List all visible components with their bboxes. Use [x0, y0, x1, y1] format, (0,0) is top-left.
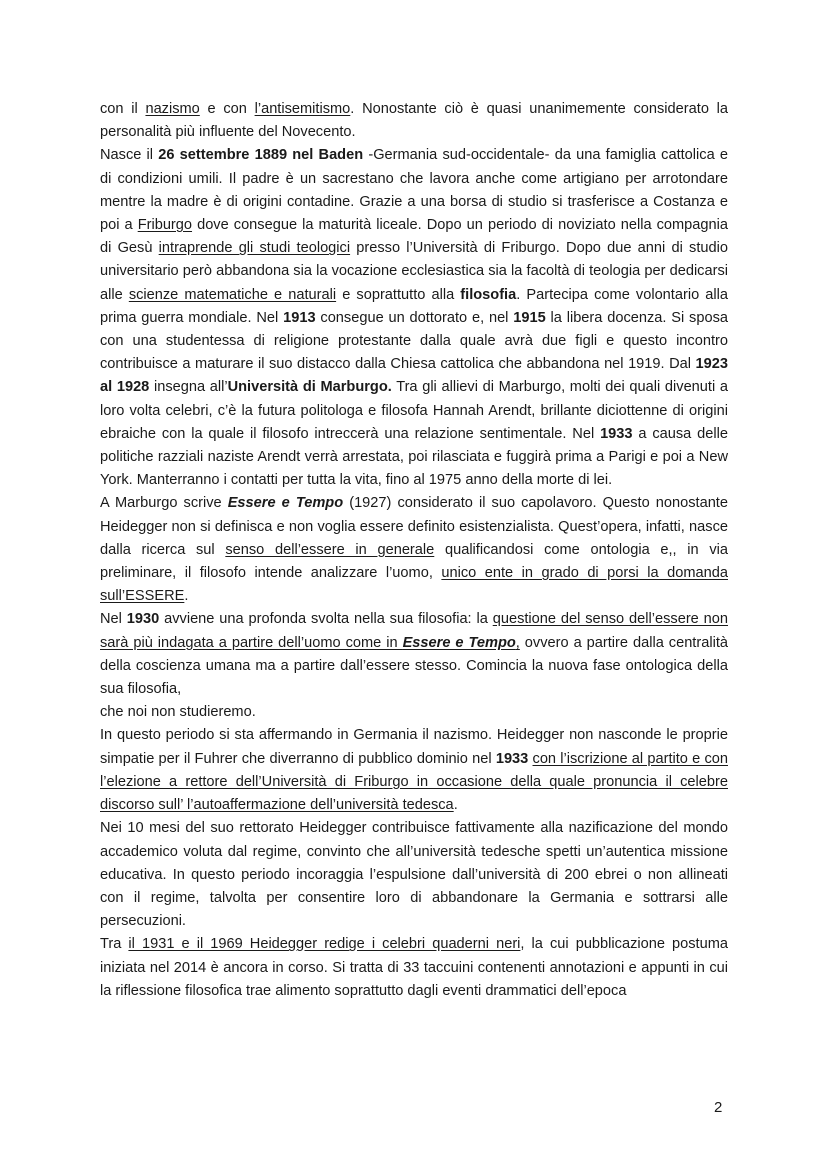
text-run: consegue un dottorato e, nel: [315, 309, 514, 326]
paragraph-essere-e-tempo: [100, 492, 728, 608]
paragraph-biography: [100, 144, 728, 492]
text-run: questione del senso dell’essere non sarà più indagata a partire dell’uomo come in: [100, 611, 729, 651]
text-run: Nel: [100, 611, 127, 628]
text-run: 26 settembre 1889 nel Baden: [158, 147, 364, 164]
text-run: e con: [199, 101, 255, 117]
text-run: Università di Marburgo.: [227, 379, 392, 396]
text-run: qualificandosi come ontologia e,, in via preliminare, il filosofo intende analizzare l’uomo,: [100, 541, 728, 582]
text-run: In questo periodo si sta affermando in Germania il nazismo. Heidegger non nasconde le proprie simpatie per il Fuhrer che diverranno di pubblico dominio nel: [100, 727, 728, 767]
text-run: scienze matematiche e naturali: [128, 286, 337, 303]
text-run: la libera docenza. Si sposa con una studentessa di religione protestante dalla quale avrà due figli e questo incontro contribuisce a maturare il suo distacco dalla Chiesa cattolica che abbandona nel 1919. Dal: [100, 309, 728, 373]
text-run: con l’iscrizione al partito e con l’elezione a rettore dell’Università di Friburgo in occasione della quale pronuncia il celebre discorso sull’ l’autoaffermazione dell’università tedesca: [100, 750, 728, 814]
text-run: (1927) considerato il suo capolavoro. Questo nonostante Heidegger non si definisca e non voglia essere definito esistenzialista. Quest’opera, infatti, nasce dalla ricerca sul: [100, 495, 728, 558]
page-body: [100, 98, 728, 1003]
text-run: .: [453, 797, 458, 814]
text-run: Nei 10 mesi del suo rettorato Heidegger contribuisce fattivamente alla nazificazione del mondo accademico voluta dal regime, convinto che all’università tedesche spetti un’autentica missione educativa. In questo periodo incoraggia l’espulsione dall’università di 200 ebrei o non allineati con il regime, talvolta per consentire loro di abbandonare la Germania e sottrarsi alle persecuzioni.: [100, 820, 728, 930]
text-run: insegna all’: [149, 379, 228, 396]
text-run: ,: [515, 634, 520, 651]
paragraph-nazismo: [100, 724, 728, 817]
text-run: 1933: [495, 750, 529, 767]
text-run: e soprattutto alla: [336, 286, 461, 303]
text-run: presso l’Università di Friburgo. Dopo due anni di studio universitario però abbandona sia la vocazione ecclesiastica sia la facoltà di teologia per dedicarsi alle: [100, 240, 728, 303]
text-run: senso dell’essere in generale: [225, 541, 435, 558]
text-run: a causa delle politiche razziali naziste Arendt verrà arrestata, poi rilasciata e fuggirà prima a Parigi e poi a New York. Manterranno i contatti per tutta la vita, fino al 1975 anno della morte di lei.: [100, 425, 728, 489]
text-run: Nasce il: [100, 147, 159, 164]
text-run: unico ente in grado di porsi la domanda sull’ESSERE: [100, 565, 728, 605]
page-number: 2: [714, 1099, 723, 1116]
text-run: 1913: [283, 309, 316, 326]
text-run: Friburgo: [137, 217, 193, 234]
text-run: Essere e Tempo: [227, 495, 344, 512]
text-run: -Germania sud-occidentale- da una famiglia cattolica e di condizioni umili. Il padre è un sacrestano che lavora anche come artigiano per arrotondare mentre la madre è di origini contadine. Grazie a una borsa di studio si trasferisce a Costanza e poi a: [100, 147, 729, 234]
text-run: 1915: [513, 309, 546, 326]
paragraph-svolta-1930: [100, 608, 728, 701]
text-run: con il: [100, 101, 146, 117]
text-run: dove consegue la maturità liceale. Dopo un periodo di noviziato nella compagnia di Gesù: [100, 217, 728, 257]
text-run: filosofia: [460, 286, 517, 303]
paragraph-non-studieremo: [100, 701, 728, 724]
text-run: Tra gli allievi di Marburgo, molti dei quali divenuti a loro volta celebri, c’è la futura politologa e filosofa Hannah Arendt, brillante diciottenne di origini ebraiche con la quale il filosofo intreccerà una relazione sentimentale. Nel: [100, 379, 728, 442]
text-run: intraprende gli studi teologici: [158, 240, 351, 257]
text-run: Essere e Tempo: [402, 634, 516, 651]
text-run: ovvero a partire dalla centralità della coscienza umana ma a partire dall’essere stesso. Comincia la nuova fase ontologica della sua filosofia,: [100, 634, 728, 698]
text-run: avviene una profonda svolta nella sua filosofia: la: [159, 611, 493, 628]
text-run: .: [184, 588, 189, 605]
paragraph-quaderni-neri: [100, 933, 728, 1003]
text-run: l’antisemitismo: [254, 101, 351, 117]
text-run: 1923 al 1928: [100, 356, 728, 396]
text-run: Tra: [100, 936, 129, 953]
text-run: , la cui pubblicazione postuma iniziata nel 2014 è ancora in corso. Si tratta di 33 taccuini contenenti annotazioni e appunti in cui la riflessione filosofica trae alimento soprattutto dagli eventi drammatici dell’epoca: [100, 936, 728, 999]
text-run: che noi non studieremo.: [100, 704, 256, 721]
text-run: . Partecipa come volontario alla prima guerra mondiale. Nel: [100, 286, 728, 326]
text-run: 1930: [126, 611, 160, 628]
text-run: . Nonostante ciò è quasi unanimemente considerato la personalità più influente del Novecento.: [100, 101, 729, 141]
text-run: 1933: [600, 425, 633, 442]
paragraph-intro-end: [100, 98, 728, 144]
text-run: nazismo: [145, 101, 200, 117]
text-run: A Marburgo scrive: [100, 495, 228, 512]
paragraph-rettorato: [100, 817, 728, 933]
text-run: il 1931 e il 1969 Heidegger redige i celebri quaderni neri: [128, 936, 521, 953]
